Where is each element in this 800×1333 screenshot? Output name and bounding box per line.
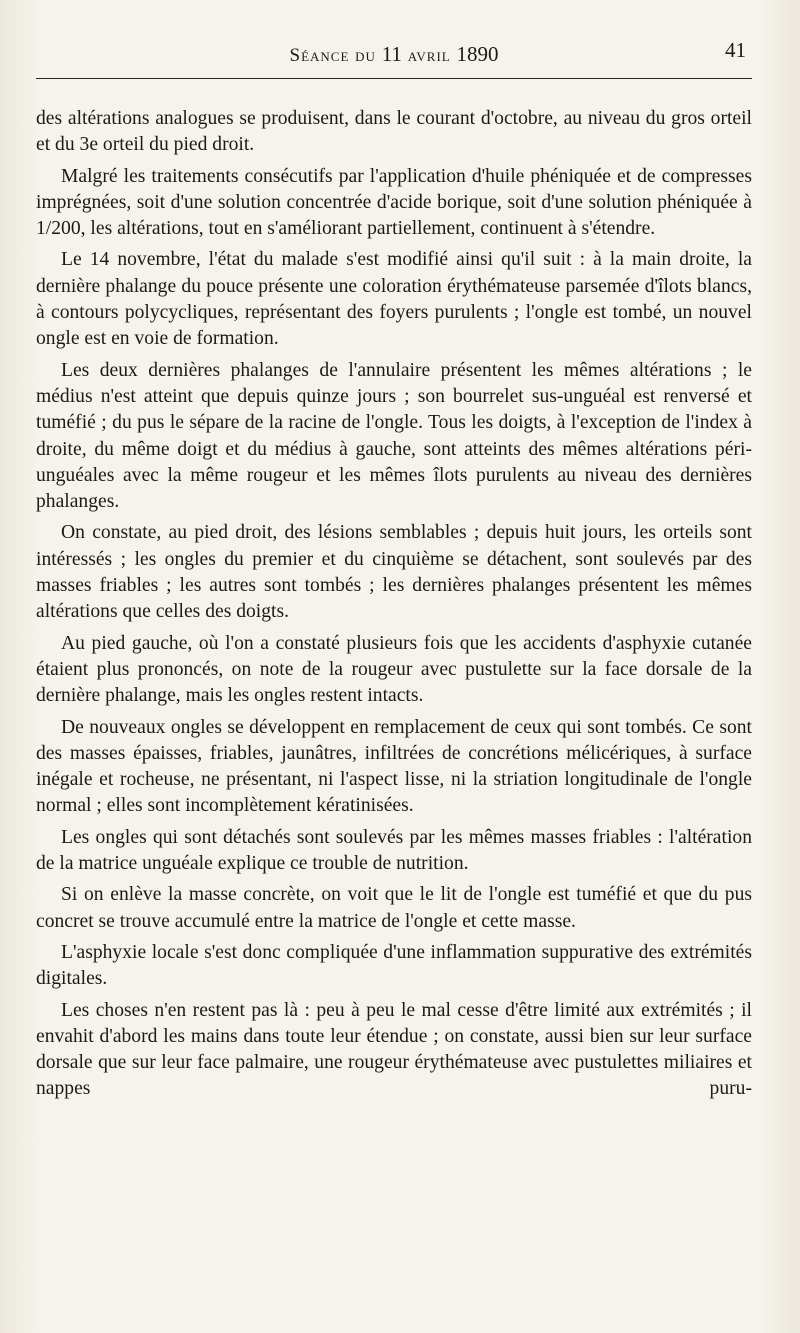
paragraph: Si on enlève la masse concrète, on voit que le lit de l'ongle est tuméfié et que du pus concret se trouve accumulé entre la matrice de l'ongle et cette masse. [36, 884, 752, 932]
paragraph: Malgré les traitements consécutifs par l'application d'huile phéniquée et de compresses imprégnées, soit d'une solution concentrée d'acide borique, soit d'une solution phéniquée à 1/200, les altérations, tout en s'améliorant partiellement, continuent à s'étendre. [36, 165, 752, 240]
paragraph: Le 14 novembre, l'état du malade s'est modifié ainsi qu'il suit : à la main droite, la dernière phalange du pouce présente une coloration érythémateuse parsemée d'îlots blancs, à contours polycycliques, représentant des foyers purulents ; l'ongle est tombé, un nouvel ongle est en voie de formation. [36, 249, 752, 350]
page-number: 41 [725, 38, 746, 62]
paragraph: Les ongles qui sont détachés sont soulevés par les mêmes masses friables : l'altération de la matrice unguéale explique ce trouble de nutrition. [36, 826, 752, 875]
running-head-month: avril [407, 45, 451, 66]
paragraph: On constate, au pied droit, des lésions semblables ; depuis huit jours, les orteils sont intéressés ; les ongles du premier et du cinquième se détachent, sont soulevés par des masses friables ; les autres sont tombés ; les dernières phalanges présentent les mêmes altérations que celles des doigts. [36, 522, 752, 623]
running-head-year: 1890 [456, 42, 499, 66]
paragraph: Au pied gauche, où l'on a constaté plusieurs fois que les accidents d'asphyxie cutanée étaient plus prononcés, on note de la rougeur avec pustulette sur la face dorsale de la dernière phalange, mais les ongles restent intacts. [36, 632, 752, 707]
paragraph: des altérations analogues se produisent, dans le courant d'octobre, au niveau du gros orteil et du 3e orteil du pied droit. [36, 108, 752, 156]
paragraph: De nouveaux ongles se développent en remplacement de ceux qui sont tombés. Ce sont des masses épaisses, friables, jaunâtres, infiltrées de concrétions mélicériques, à surface inégale et rocheuse, ne présentant, ni l'aspect lisse, ni la striation longitudinale de l'ongle normal ; elles sont incomplètement kératinisées. [36, 716, 752, 817]
running-head-prefix: Séance du [289, 45, 376, 66]
page-header [36, 0, 752, 79]
paragraph: Les choses n'en restent pas là : peu à peu le mal cesse d'être limité aux extrémités ; il envahit d'abord les mains dans toute leur étendue ; on constate, aussi bien sur leur surface dorsale que sur leur face palmaire, une rougeur érythémateuse avec pustulettes miliaires et nappes puru- [36, 999, 752, 1100]
body-text [36, 79, 752, 1103]
paragraph: L'asphyxie locale s'est donc compliquée d'une inflammation suppurative des extrémités digitales. [36, 941, 752, 990]
running-head [36, 42, 752, 67]
running-head-day: 11 [381, 42, 402, 66]
paragraph: Les deux dernières phalanges de l'annulaire présentent les mêmes altérations ; le médius n'est atteint que depuis quinze jours ; son bourrelet sus-unguéal est renversé et tuméfié ; du pus le sépare de la racine de l'ongle. Tous les doigts, à l'exception de l'index à droite, du même doigt et du médius à gauche, sont atteints des mêmes altérations péri-unguéales avec la même rougeur et les mêmes îlots purulents au niveau des dernières phalanges. [36, 359, 752, 513]
